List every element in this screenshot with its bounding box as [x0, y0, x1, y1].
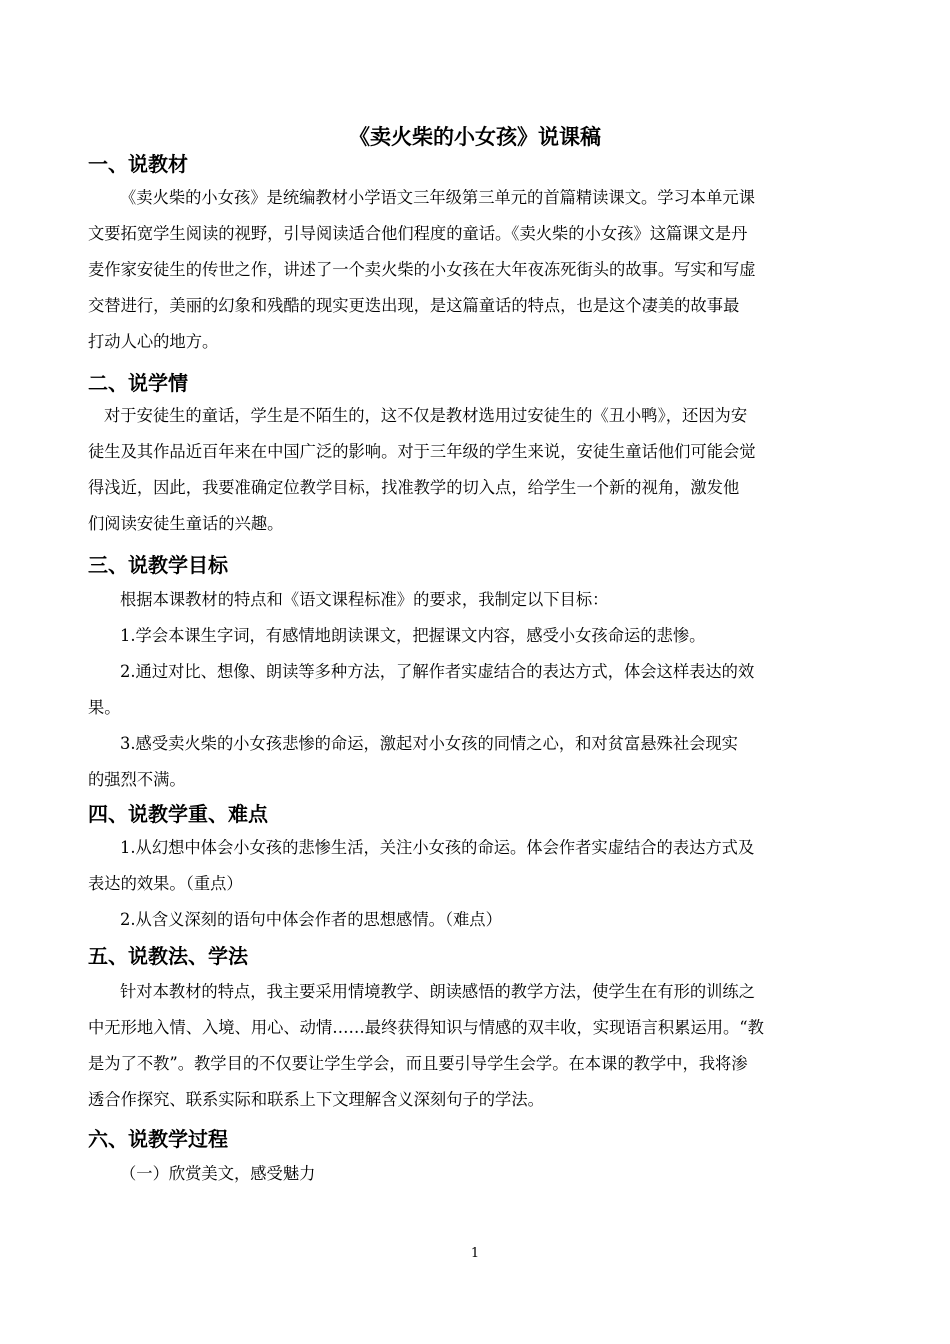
- text-line: 徒生及其作品近百年来在中国广泛的影响。对于三年级的学生来说，安徒生童话他们可能会觉: [88, 442, 756, 461]
- paragraph-teaching-material: [88, 180, 864, 360]
- text-line: 根据本课教材的特点和《语文课程标准》的要求，我制定以下目标：: [120, 590, 609, 609]
- paragraph-key-point-2: [88, 902, 864, 938]
- section-heading-teaching-material: 一、说教材: [88, 152, 188, 176]
- document-title: 《卖火柴的小女孩》说课稿: [349, 125, 601, 149]
- paragraph-goal-3: [88, 726, 864, 798]
- text-line: 文要拓宽学生阅读的视野，引导阅读适合他们程度的童话。《卖火柴的小女孩》这篇课文是丹: [88, 224, 748, 243]
- text-line: 透合作探究、联系实际和联系上下文理解含义深刻句子的学法。: [88, 1090, 544, 1109]
- paragraph-goals-intro: [88, 582, 864, 618]
- section-heading-teaching-process: 六、说教学过程: [88, 1127, 228, 1151]
- section-heading-teaching-methods: 五、说教法、学法: [88, 944, 248, 968]
- text-line: 麦作家安徒生的传世之作，讲述了一个卖火柴的小女孩在大年夜冻死街头的故事。写实和写虚: [88, 260, 756, 279]
- text-line: 3.感受卖火柴的小女孩悲惨的命运，激起对小女孩的同情之心，和对贫富悬殊社会现实: [120, 734, 738, 753]
- page-number: 1: [470, 1246, 480, 1261]
- text-line: 得浅近，因此，我要准确定位教学目标，找准教学的切入点，给学生一个新的视角，激发他: [88, 478, 740, 497]
- paragraph-goal-1: [88, 618, 864, 654]
- paragraph-key-point-1: [88, 830, 864, 902]
- text-line: 对于安徒生的童话，学生是不陌生的，这不仅是教材选用过安徒生的《丑小鸭》，还因为安: [104, 406, 748, 425]
- paragraph-goal-2: [88, 654, 864, 726]
- text-line: 的强烈不满。: [88, 770, 186, 789]
- text-line: 1.从幻想中体会小女孩的悲惨生活，关注小女孩的命运。体会作者实虚结合的表达方式及: [120, 838, 755, 857]
- text-line: 2.通过对比、想像、朗读等多种方法，了解作者实虚结合的表达方式，体会这样表达的效: [120, 662, 755, 681]
- section-heading-student-analysis: 二、说学情: [88, 371, 188, 395]
- section-heading-teaching-goals: 三、说教学目标: [88, 553, 228, 577]
- text-line: 打动人心的地方。: [88, 332, 219, 351]
- text-line: 果。: [88, 698, 121, 717]
- text-line: 们阅读安徒生童话的兴趣。: [88, 514, 284, 533]
- paragraph-teaching-methods: [88, 974, 864, 1118]
- text-line: 针对本教材的特点，我主要采用情境教学、朗读感悟的教学方法，使学生在有形的训练之: [120, 982, 755, 1001]
- text-line: 2.从含义深刻的语句中体会作者的思想感情。（难点）: [120, 910, 502, 929]
- text-line: 交替进行，美丽的幻象和残酷的现实更迭出现，是这篇童话的特点，也是这个凄美的故事最: [88, 296, 740, 315]
- text-line: 1.学会本课生字词，有感情地朗读课文，把握课文内容，感受小女孩命运的悲惨。: [120, 626, 706, 645]
- text-line: 中无形地入情、入境、用心、动情……最终获得知识与情感的双丰收，实现语言积累运用。“教: [88, 1018, 764, 1037]
- text-line: 是为了不教”。教学目的不仅要让学生学会，而且要引导学生会学。在本课的教学中，我将渗: [88, 1054, 748, 1073]
- text-line: （一）欣赏美文，感受魅力: [120, 1164, 316, 1183]
- text-line: 表达的效果。（重点）: [88, 874, 243, 893]
- paragraph-process-step-1: [88, 1156, 864, 1192]
- paragraph-student-analysis: [88, 398, 864, 542]
- text-line: 《卖火柴的小女孩》是统编教材小学语文三年级第三单元的首篇精读课文。学习本单元课: [120, 188, 755, 207]
- section-heading-key-points: 四、说教学重、难点: [88, 802, 268, 826]
